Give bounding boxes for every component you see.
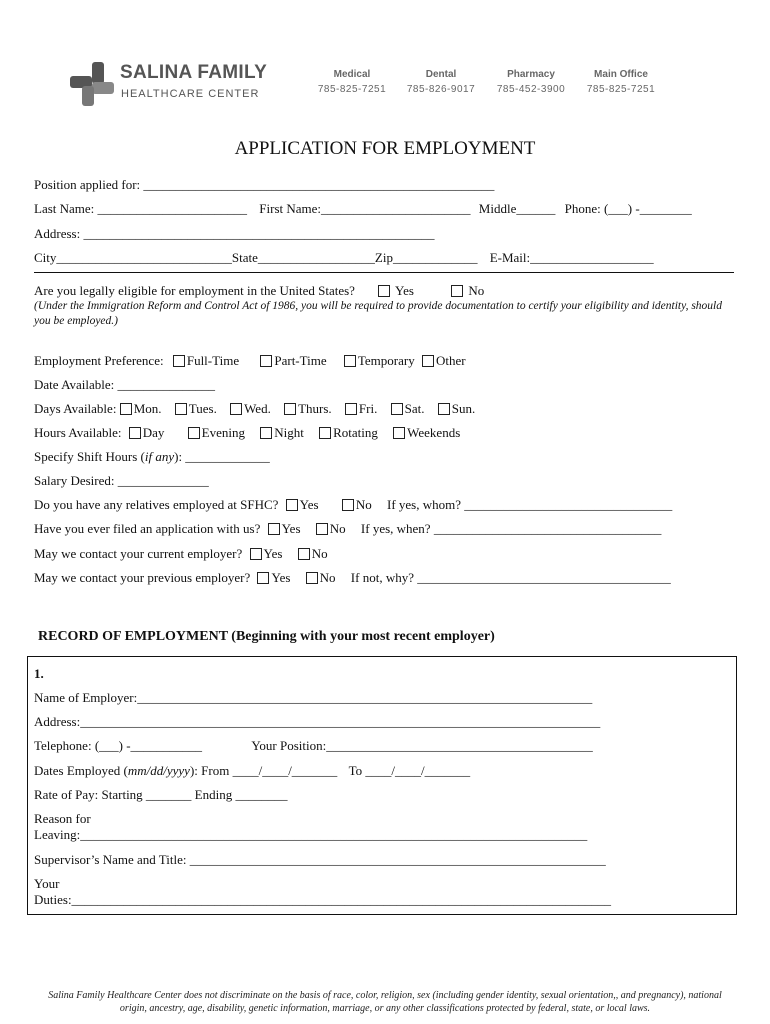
- other-checkbox[interactable]: [422, 355, 434, 367]
- rate-of-pay-field[interactable]: Rate of Pay: Starting _______ Ending ________: [34, 787, 288, 802]
- dates-format-italic: mm/dd/yyyy: [127, 763, 190, 778]
- part-time-label: Part-Time: [274, 353, 327, 368]
- relatives-yes-checkbox[interactable]: [286, 499, 298, 511]
- eligibility-question: Are you legally eligible for employment in the United States?: [34, 283, 355, 298]
- logo: [68, 58, 283, 110]
- hours-available-row: [34, 425, 460, 441]
- previous-followup-field[interactable]: If not, why? _______________________________________: [350, 570, 671, 585]
- contact-dental: Dental 785-826-9017: [406, 69, 476, 95]
- duties-label-line1: Your: [34, 876, 60, 891]
- duties-field[interactable]: Duties:___________________________________________________________________________________: [34, 892, 612, 907]
- hours-weekends-checkbox[interactable]: [393, 427, 405, 439]
- full-time-checkbox[interactable]: [173, 355, 185, 367]
- dates-from-field[interactable]: ): From ____/____/_______: [189, 763, 338, 778]
- hours-evening-checkbox[interactable]: [188, 427, 200, 439]
- contact-pharmacy: Pharmacy 785-452-3900: [496, 69, 566, 95]
- phone-field[interactable]: Phone: (___) -________: [564, 201, 692, 216]
- shift-hours-blank: ): _____________: [174, 449, 270, 464]
- full-time-label: Full-Time: [186, 353, 240, 368]
- day-sun-label: Sun.: [451, 401, 476, 416]
- relatives-no-label: No: [355, 497, 372, 512]
- temporary-checkbox[interactable]: [344, 355, 356, 367]
- filed-no-checkbox[interactable]: [316, 523, 328, 535]
- footer-line-1: Salina Family Healthcare Center does not discriminate on the basis of race, color, religion, sex (including gender identity, sexual orientation,, and pregnancy), national: [48, 990, 722, 1001]
- city-state-zip-field[interactable]: City___________________________State__________________Zip_____________: [34, 250, 478, 265]
- day-wed-checkbox[interactable]: [230, 403, 242, 415]
- current-employer-no-checkbox[interactable]: [298, 548, 310, 560]
- first-name-field[interactable]: First Name:_______________________: [259, 201, 471, 216]
- current-employer-question: May we contact your current employer?: [34, 546, 243, 561]
- immigration-note: (Under the Immigration Reform and Control Act of 1986, you will be required to provide documentation to certify your eligibility and identity, should you be employed.): [34, 300, 722, 327]
- filed-followup-field[interactable]: If yes, when? ___________________________________: [360, 521, 662, 536]
- footer-line-2: origin, ancestry, age, disability, genetic information, marriage, or any other classifications protected by federal, state, or local laws.: [119, 1003, 651, 1014]
- current-employer-yes-label: Yes: [263, 546, 283, 561]
- filed-yes-label: Yes: [281, 521, 301, 536]
- eligibility-row: [34, 283, 484, 299]
- hours-night-label: Night: [274, 425, 304, 440]
- supervisor-field[interactable]: Supervisor’s Name and Title: ________________________________________________________________: [34, 852, 606, 867]
- day-sun-checkbox[interactable]: [438, 403, 450, 415]
- hours-evening-label: Evening: [201, 425, 245, 440]
- dates-employed-row: [34, 763, 470, 779]
- eligibility-no-checkbox[interactable]: [451, 285, 463, 297]
- relatives-row: [34, 497, 672, 513]
- day-thurs-checkbox[interactable]: [284, 403, 296, 415]
- day-mon-label: Mon.: [133, 401, 162, 416]
- page-title: APPLICATION FOR EMPLOYMENT: [234, 138, 536, 159]
- day-fri-checkbox[interactable]: [345, 403, 357, 415]
- employer-name-field[interactable]: Name of Employer:______________________________________________________________________: [34, 690, 593, 705]
- relatives-yes-label: Yes: [299, 497, 319, 512]
- logo-mark-icon: [68, 60, 116, 108]
- record-number: 1.: [34, 666, 44, 681]
- eligibility-no-label: No: [468, 283, 485, 298]
- part-time-checkbox[interactable]: [260, 355, 272, 367]
- eligibility-yes-label: Yes: [394, 283, 414, 298]
- day-tues-checkbox[interactable]: [175, 403, 187, 415]
- brand-subtitle: HEALTHCARE CENTER: [121, 88, 260, 100]
- eligibility-yes-checkbox[interactable]: [378, 285, 390, 297]
- previous-employer-yes-label: Yes: [271, 570, 291, 585]
- current-employer-row: [34, 546, 328, 562]
- hours-rotating-label: Rotating: [333, 425, 378, 440]
- dates-employed-label: Dates Employed (: [34, 763, 128, 778]
- dates-to-field[interactable]: To ____/____/_______: [348, 763, 471, 778]
- filed-no-label: No: [329, 521, 346, 536]
- day-mon-checkbox[interactable]: [120, 403, 132, 415]
- record-heading: RECORD OF EMPLOYMENT (Beginning with your most recent employer): [38, 629, 495, 644]
- employment-preference-row: [34, 353, 466, 369]
- reason-for-leaving-field[interactable]: Leaving:______________________________________________________________________________: [34, 827, 588, 842]
- relatives-question: Do you have any relatives employed at SFHC?: [34, 497, 279, 512]
- shift-hours-label: Specify Shift Hours (: [34, 449, 145, 464]
- relatives-followup-field[interactable]: If yes, whom? ________________________________: [386, 497, 673, 512]
- current-employer-yes-checkbox[interactable]: [250, 548, 262, 560]
- telephone-position-row: [34, 738, 593, 754]
- date-available-field[interactable]: Date Available: _______________: [34, 377, 216, 392]
- other-label: Other: [435, 353, 466, 368]
- shift-hours-italic: if any: [144, 449, 175, 464]
- day-tues-label: Tues.: [188, 401, 217, 416]
- temporary-label: Temporary: [357, 353, 415, 368]
- brand-name: SALINA FAMILY: [120, 62, 268, 83]
- contact-medical: Medical 785-825-7251: [317, 69, 387, 95]
- day-thurs-label: Thurs.: [298, 401, 332, 416]
- hours-rotating-checkbox[interactable]: [319, 427, 331, 439]
- your-position-field[interactable]: Your Position:_________________________________________: [251, 738, 593, 753]
- current-employer-no-label: No: [311, 546, 328, 561]
- filed-question: Have you ever filed an application with us?: [34, 521, 261, 536]
- shift-hours-field[interactable]: [34, 449, 270, 465]
- contact-main-office: Main Office 785-825-7251: [586, 69, 656, 95]
- day-sat-checkbox[interactable]: [391, 403, 403, 415]
- hours-available-label: Hours Available:: [34, 425, 122, 440]
- previous-employer-question: May we contact your previous employer?: [34, 570, 251, 585]
- relatives-no-checkbox[interactable]: [342, 499, 354, 511]
- salary-desired-field[interactable]: Salary Desired: ______________: [34, 473, 209, 488]
- days-available-row: [34, 401, 475, 417]
- employer-address-field[interactable]: Address:________________________________________________________________________________: [34, 714, 601, 729]
- previous-employer-yes-checkbox[interactable]: [257, 572, 269, 584]
- employment-preference-label: Employment Preference:: [34, 353, 164, 368]
- filed-row: [34, 521, 661, 537]
- employer-telephone-field[interactable]: Telephone: (___) -___________: [34, 738, 203, 753]
- hours-day-label: Day: [142, 425, 165, 440]
- name-row: [34, 201, 692, 217]
- previous-employer-row: [34, 570, 671, 586]
- city-state-zip-row: [34, 250, 654, 266]
- previous-employer-no-label: No: [319, 570, 336, 585]
- day-sat-label: Sat.: [404, 401, 425, 416]
- divider: [34, 272, 734, 273]
- email-field[interactable]: E-Mail:___________________: [489, 250, 654, 265]
- day-fri-label: Fri.: [358, 401, 378, 416]
- hours-night-checkbox[interactable]: [260, 427, 272, 439]
- previous-employer-no-checkbox[interactable]: [306, 572, 318, 584]
- last-name-field[interactable]: Last Name: _______________________: [34, 201, 248, 216]
- middle-name-field[interactable]: Middle______: [478, 201, 556, 216]
- day-wed-label: Wed.: [244, 401, 271, 416]
- position-applied-field[interactable]: Position applied for: ______________________________________________________: [34, 177, 495, 192]
- hours-weekends-label: Weekends: [407, 425, 461, 440]
- hours-day-checkbox[interactable]: [129, 427, 141, 439]
- filed-yes-checkbox[interactable]: [268, 523, 280, 535]
- days-available-label: Days Available:: [34, 401, 117, 416]
- reason-label-line1: Reason for: [34, 811, 91, 826]
- address-field[interactable]: Address: ______________________________________________________: [34, 226, 435, 241]
